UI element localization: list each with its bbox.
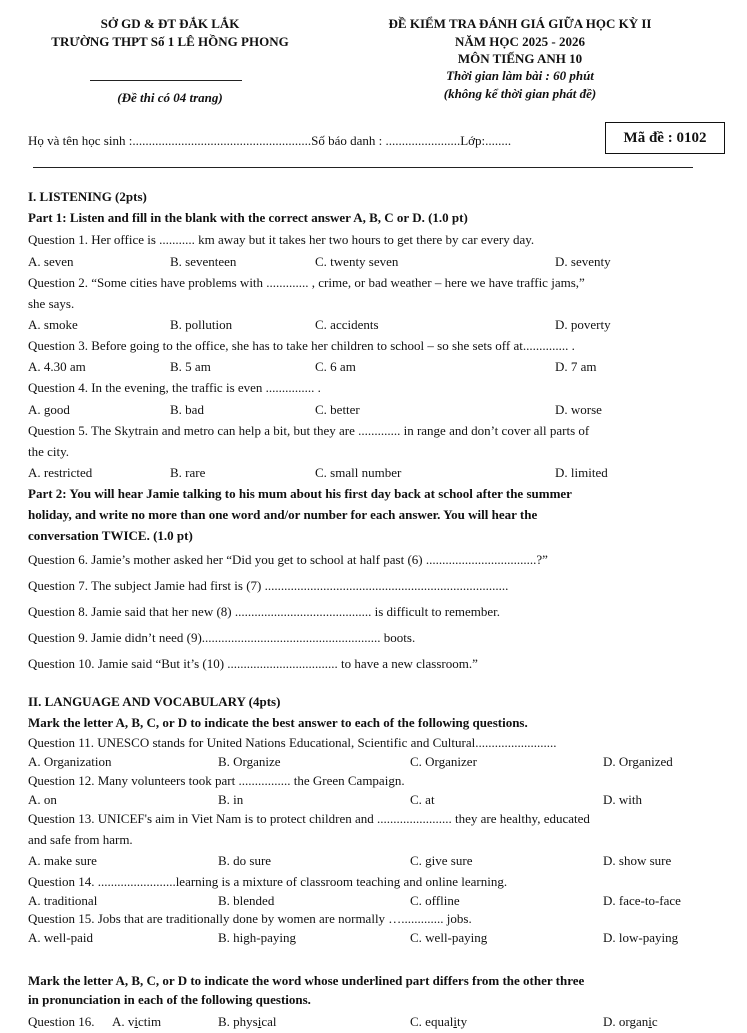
q3-option-d: D. 7 am [555, 359, 597, 374]
q14-option-b: B. blended [218, 893, 275, 908]
q4-option-c: C. better [315, 402, 360, 417]
q5-option-a: A. restricted [28, 465, 93, 480]
q13-option-a: A. make sure [28, 853, 97, 868]
q14-option-c: C. offline [410, 893, 460, 908]
q1-option-a: A. seven [28, 254, 74, 269]
question-6: Question 6. Jamie’s mother asked her “Did you get to school at half past (6) ..................................?” [28, 552, 548, 567]
q3-option-b: B. 5 am [170, 359, 211, 374]
q2-option-a: A. smoke [28, 317, 78, 332]
q13-option-d: D. show sure [603, 853, 672, 868]
question-13-cont: and safe from harm. [28, 832, 133, 847]
question-15: Question 15. Jobs that are traditionally done by women are normally …............. jobs. [28, 911, 472, 926]
pages-note: (Đề thi có 04 trang) [117, 90, 223, 105]
q12-option-d: D. with [603, 792, 642, 807]
q16-option-c: C. equality [410, 1014, 468, 1029]
exam-code: Mã đề : 0102 [623, 130, 707, 146]
part1-title: Part 1: Listen and fill in the blank with the correct answer A, B, C or D. (1.0 pt) [28, 210, 468, 225]
q5-option-c: C. small number [315, 465, 402, 480]
q5-option-b: B. rare [170, 465, 206, 480]
question-7: Question 7. The subject Jamie had first is (7) ........................................................................... [28, 578, 509, 593]
q12-option-a: A. on [28, 792, 57, 807]
pronunciation-instructions: Mark the letter A, B, C, or D to indicate the word whose underlined part differs from the other three [28, 973, 585, 988]
q1-option-d: D. seventy [555, 254, 611, 269]
part2-instructions: Part 2: You will hear Jamie talking to his mum about his first day back at school after the summer [28, 486, 572, 501]
time-note: (không kể thời gian phát đề) [443, 86, 597, 101]
q2-option-c: C. accidents [315, 317, 379, 332]
question-3: Question 3. Before going to the office, she has to take her children to school – so she sets off at.............. . [28, 338, 575, 353]
pronunciation-instructions-2: in pronunciation in each of the following questions. [28, 992, 311, 1007]
part2-instructions-2: holiday, and write no more than one word and/or number for each answer. You will hear the [28, 507, 538, 522]
q14-option-d: D. face-to-face [603, 893, 681, 908]
q4-option-d: D. worse [555, 402, 602, 417]
q11-option-a: A. Organization [28, 754, 112, 769]
question-13: Question 13. UNICEF's aim in Viet Nam is to protect children and ....................... they are healthy, educated [28, 811, 590, 826]
question-4: Question 4. In the evening, the traffic is even ............... . [28, 380, 321, 395]
header-divider-left [90, 80, 242, 81]
section1-title: I. LISTENING (2pts) [28, 189, 147, 204]
school-name: TRƯỜNG THPT Số 1 LÊ HỒNG PHONG [51, 34, 289, 49]
question-10: Question 10. Jamie said “But it’s (10) .................................. to have a new classroom.” [28, 656, 478, 671]
subject: MÔN TIẾNG ANH 10 [457, 51, 583, 66]
q3-option-a: A. 4.30 am [28, 359, 86, 374]
question-5: Question 5. The Skytrain and metro can help a bit, but they are ............. in range and don’t cover all parts of [28, 423, 590, 438]
school-department: SỞ GD & ĐT ĐẮK LẮK [100, 16, 240, 31]
q15-option-b: B. high-paying [218, 930, 296, 945]
time-limit: Thời gian làm bài : 60 phút [446, 68, 594, 83]
question-2: Question 2. “Some cities have problems with ............. , crime, or bad weather – here we have traffic jams,” [28, 275, 585, 290]
q1-option-c: C. twenty seven [315, 254, 399, 269]
exam-code-box [605, 122, 725, 154]
q16-option-d: D. organic [603, 1014, 658, 1029]
q13-option-c: C. give sure [410, 853, 473, 868]
q11-option-c: C. Organizer [410, 754, 477, 769]
q15-option-a: A. well-paid [28, 930, 93, 945]
question-5-cont: the city. [28, 444, 70, 459]
question-9: Question 9. Jamie didn’t need (9)....................................................... boots. [28, 630, 416, 645]
q16-option-b: B. physical [218, 1014, 277, 1029]
q1-option-b: B. seventeen [170, 254, 237, 269]
section2-instructions: Mark the letter A, B, C, or D to indicate the best answer to each of the following questions. [28, 715, 528, 730]
student-info-line: Họ và tên học sinh :.......................................................Số báo danh : .......................Lớp:........ [28, 133, 512, 148]
question-1: Question 1. Her office is ........... km away but it takes her two hours to get there by car every day. [28, 232, 535, 247]
q15-option-d: D. low-paying [603, 930, 679, 945]
q3-option-c: C. 6 am [315, 359, 356, 374]
q14-option-a: A. traditional [28, 893, 98, 908]
section2-title: II. LANGUAGE AND VOCABULARY (4pts) [28, 694, 281, 709]
question-8: Question 8. Jamie said that her new (8) .......................................... is difficult to remember. [28, 604, 501, 619]
q2-option-d: D. poverty [555, 317, 611, 332]
q13-option-b: B. do sure [218, 853, 272, 868]
q12-option-b: B. in [218, 792, 244, 807]
q4-option-a: A. good [28, 402, 70, 417]
question-12: Question 12. Many volunteers took part ................ the Green Campaign. [28, 773, 405, 788]
q16-option-a: A. victim [112, 1014, 162, 1029]
question-14: Question 14. ........................learning is a mixture of classroom teaching and online learning. [28, 874, 508, 889]
q2-option-b: B. pollution [170, 317, 233, 332]
part2-instructions-3: conversation TWICE. (1.0 pt) [28, 528, 193, 543]
q11-option-b: B. Organize [218, 754, 281, 769]
exam-title: ĐỀ KIỂM TRA ĐÁNH GIÁ GIỮA HỌC KỲ II [388, 16, 652, 31]
q5-option-d: D. limited [555, 465, 608, 480]
q11-option-d: D. Organized [603, 754, 673, 769]
q12-option-c: C. at [410, 792, 435, 807]
q15-option-c: C. well-paying [410, 930, 488, 945]
school-year: NĂM HỌC 2025 - 2026 [455, 34, 585, 49]
q4-option-b: B. bad [170, 402, 204, 417]
question-2-cont: she says. [28, 296, 75, 311]
question-16: Question 16. [28, 1014, 95, 1029]
question-11: Question 11. UNESCO stands for United Nations Educational, Scientific and Cultural......................... [28, 735, 557, 750]
info-divider [33, 167, 693, 168]
